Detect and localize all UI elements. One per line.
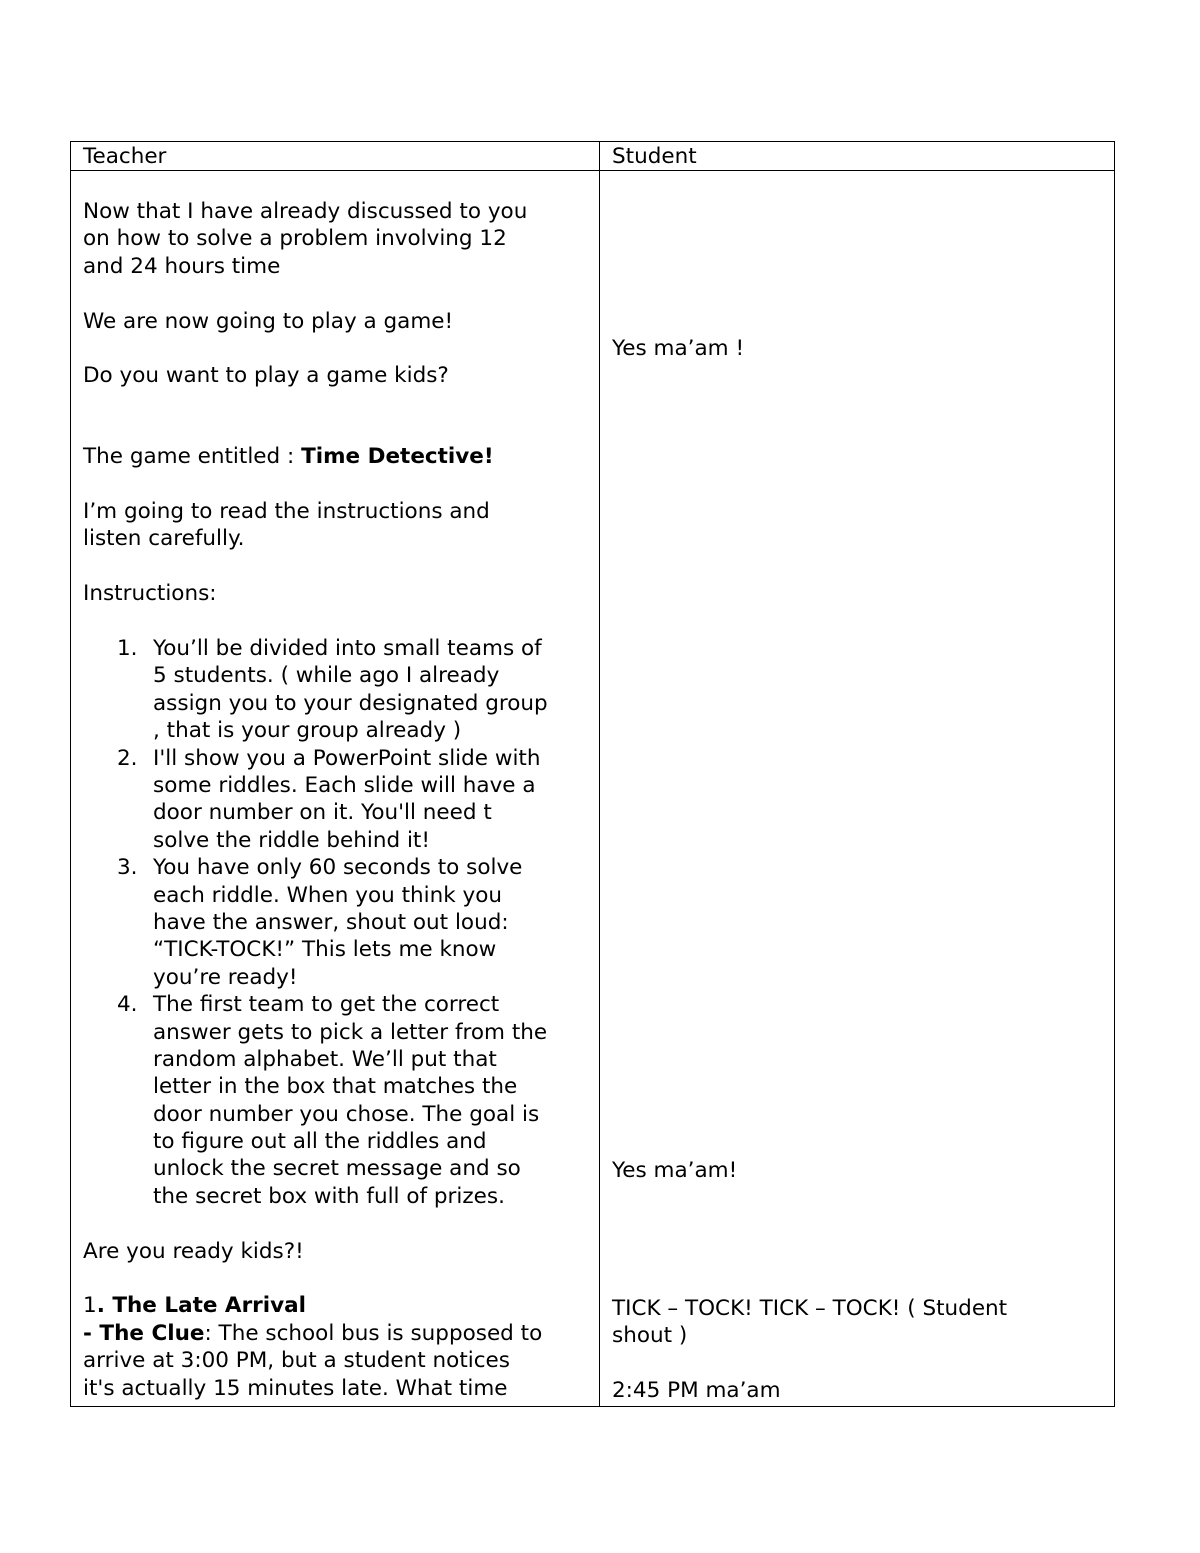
instruction-line: I'll show you a PowerPoint slide with xyxy=(153,745,541,771)
instruction-item xyxy=(83,991,588,1210)
game-title-prefix: The game entitled : xyxy=(83,444,302,470)
instruction-line: You have only 60 seconds to solve xyxy=(153,855,523,881)
instruction-line: “TICK-TOCK!” This lets me know xyxy=(153,937,497,963)
column-divider xyxy=(599,142,600,1406)
student-answer: TICK – TOCK! TICK – TOCK! ( Student xyxy=(612,1296,1008,1321)
riddle-clue-line: arrive at 3:00 PM, but a student notices xyxy=(83,1348,510,1374)
instruction-line: door number on it. You'll need t xyxy=(153,800,492,826)
teacher-column xyxy=(83,198,588,1402)
instruction-line: The first team to get the correct xyxy=(153,992,500,1018)
student-answer-block xyxy=(612,1295,1107,1405)
instruction-item xyxy=(83,854,588,991)
riddle-number: 1 xyxy=(83,1293,97,1319)
intro-line: Now that I have already discussed to you xyxy=(83,199,528,224)
student-column-header: Student xyxy=(612,144,697,169)
riddle-title: . The Late Arrival xyxy=(96,1293,307,1319)
instructions-label: Instructions: xyxy=(83,581,217,607)
question-line: Do you want to play a game kids? xyxy=(83,363,449,389)
instruction-line: solve the riddle behind it! xyxy=(153,827,430,853)
lesson-dialogue-table xyxy=(70,141,1115,1407)
instruction-line: unlock the secret message and so xyxy=(153,1156,521,1182)
intro-line: and 24 hours time xyxy=(83,253,281,279)
instruction-line: you’re ready! xyxy=(153,964,298,990)
student-column xyxy=(612,198,1107,362)
instruction-number: 3. xyxy=(117,855,138,881)
instruction-line: answer gets to pick a letter from the xyxy=(153,1019,548,1045)
instruction-line: letter in the box that matches the xyxy=(153,1074,518,1100)
instruction-line: , that is your group already ) xyxy=(153,718,462,744)
instruction-line: door number you chose. The goal is xyxy=(153,1101,540,1127)
play-game-line: We are now going to play a game! xyxy=(83,308,454,334)
game-title-line xyxy=(83,443,588,470)
riddle-title-line xyxy=(83,1292,588,1319)
intro-line: on how to solve a problem involving 12 xyxy=(83,226,507,252)
riddle-clue-line: it's actually 15 minutes late. What time xyxy=(83,1375,508,1401)
teacher-column-header: Teacher xyxy=(83,144,167,169)
game-title: Time Detective! xyxy=(301,444,494,470)
instruction-line: have the answer, shout out loud: xyxy=(153,909,509,935)
instruction-line: each riddle. When you think you xyxy=(153,882,503,908)
student-answer-block xyxy=(612,1157,1107,1184)
student-answer: shout ) xyxy=(612,1323,688,1349)
instruction-item xyxy=(83,635,588,745)
student-answer: 2:45 PM ma’am xyxy=(612,1378,781,1404)
instructions-list xyxy=(83,635,588,1210)
clue-text: : The school bus is supposed to xyxy=(204,1320,543,1346)
clue-label: - The Clue xyxy=(83,1320,205,1346)
instruction-line: You’ll be divided into small teams of xyxy=(153,636,542,662)
ready-line: Are you ready kids?! xyxy=(83,1238,304,1264)
instruction-line: to figure out all the riddles and xyxy=(153,1129,487,1155)
instruction-number: 1. xyxy=(117,636,138,662)
read-line: I’m going to read the instructions and xyxy=(83,499,490,525)
instruction-line: 5 students. ( while ago I already xyxy=(153,663,500,689)
table-header-row xyxy=(71,142,1114,171)
instruction-line: the secret box with full of prizes. xyxy=(153,1183,505,1209)
instruction-number: 2. xyxy=(117,745,138,771)
student-answer: Yes ma’am! xyxy=(612,1158,738,1183)
read-line: listen carefully. xyxy=(83,526,245,552)
instruction-number: 4. xyxy=(117,992,138,1018)
instruction-line: assign you to your designated group xyxy=(153,690,548,716)
riddle-clue-line xyxy=(83,1320,588,1347)
instruction-item xyxy=(83,745,588,855)
student-answer: Yes ma’am ! xyxy=(612,335,745,361)
instruction-line: some riddles. Each slide will have a xyxy=(153,773,536,798)
instruction-line: random alphabet. We’ll put that xyxy=(153,1046,497,1072)
